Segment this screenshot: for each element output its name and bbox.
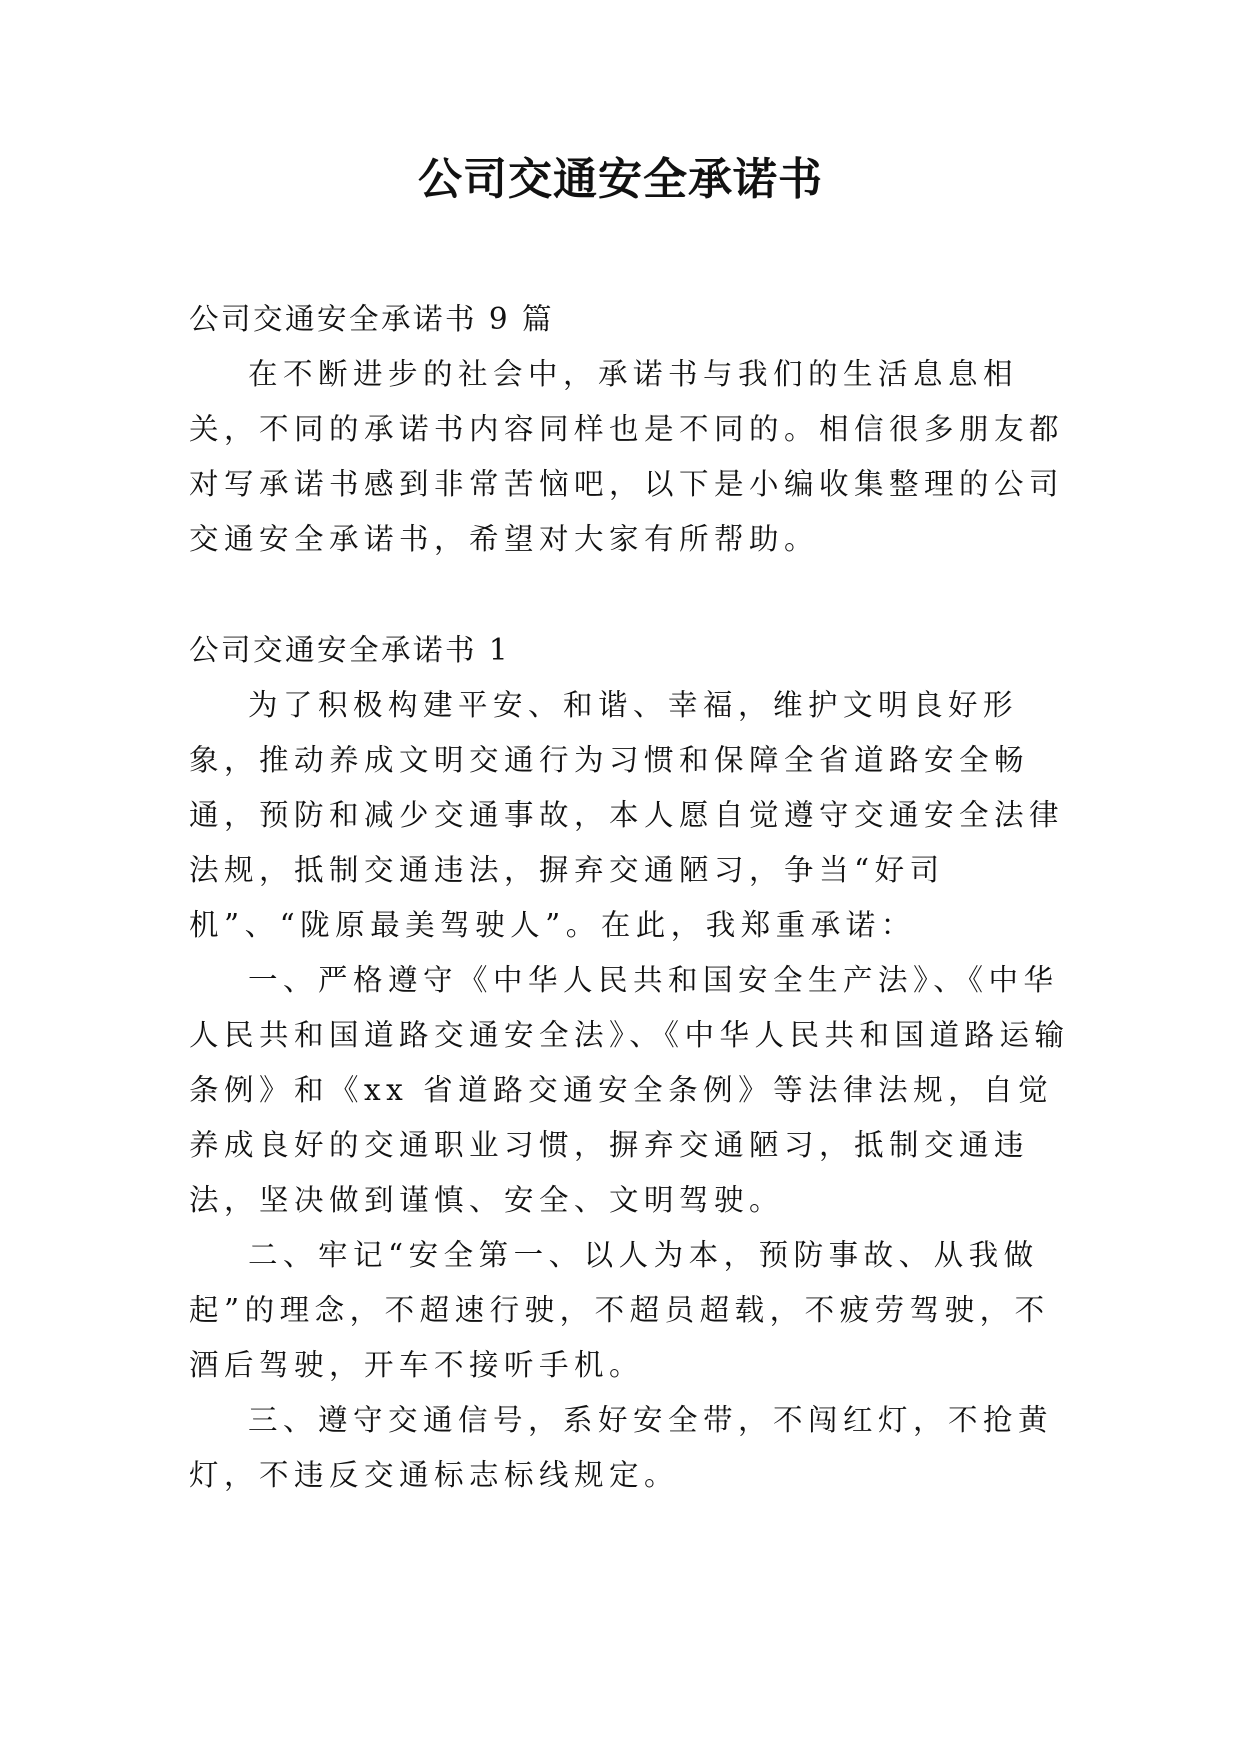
document-subtitle: 公司交通安全承诺书 9 篇: [189, 302, 555, 336]
body-paragraph-item-2: 二、牢记“安全第一、以人为本，预防事故、从我做起”的理念，不超速行驶，不超员超载，不疲劳驾驶，不酒后驾驶，开车不接听手机。: [189, 1238, 1050, 1382]
document-body: [189, 292, 1074, 1503]
section-heading: 公司交通安全承诺书 1: [189, 633, 511, 667]
intro-paragraph: 在不断进步的社会中，承诺书与我们的生活息息相关，不同的承诺书内容同样也是不同的。相信很多朋友都对写承诺书感到非常苦恼吧，以下是小编收集整理的公司交通安全承诺书，希望对大家有所帮助。: [189, 357, 1065, 556]
document-title: 公司交通安全承诺书: [418, 154, 823, 205]
body-paragraph-item-1: 一、严格遵守《中华人民共和国安全生产法》、《中华人民共和国道路交通安全法》、《中华人民共和国道路运输条例》和《xx 省道路交通安全条例》等法律法规，自觉养成良好的交通职业习惯，摒弃交通陋习，抵制交通违法，坚决做到谨慎、安全、文明驾驶。: [189, 963, 1070, 1217]
body-paragraph-preamble: 为了积极构建平安、和谐、幸福，维护文明良好形象，推动养成文明交通行为习惯和保障全省道路安全畅通，预防和减少交通事故，本人愿自觉遵守交通安全法律法规，抵制交通违法，摒弃交通陋习，争当“好司机”、“陇原最美驾驶人”。在此，我郑重承诺：: [189, 688, 1065, 942]
paragraph-spacer: [189, 567, 1074, 623]
body-paragraph-item-3: 三、遵守交通信号，系好安全带，不闯红灯，不抢黄灯，不违反交通标志标线规定。: [189, 1403, 1054, 1492]
